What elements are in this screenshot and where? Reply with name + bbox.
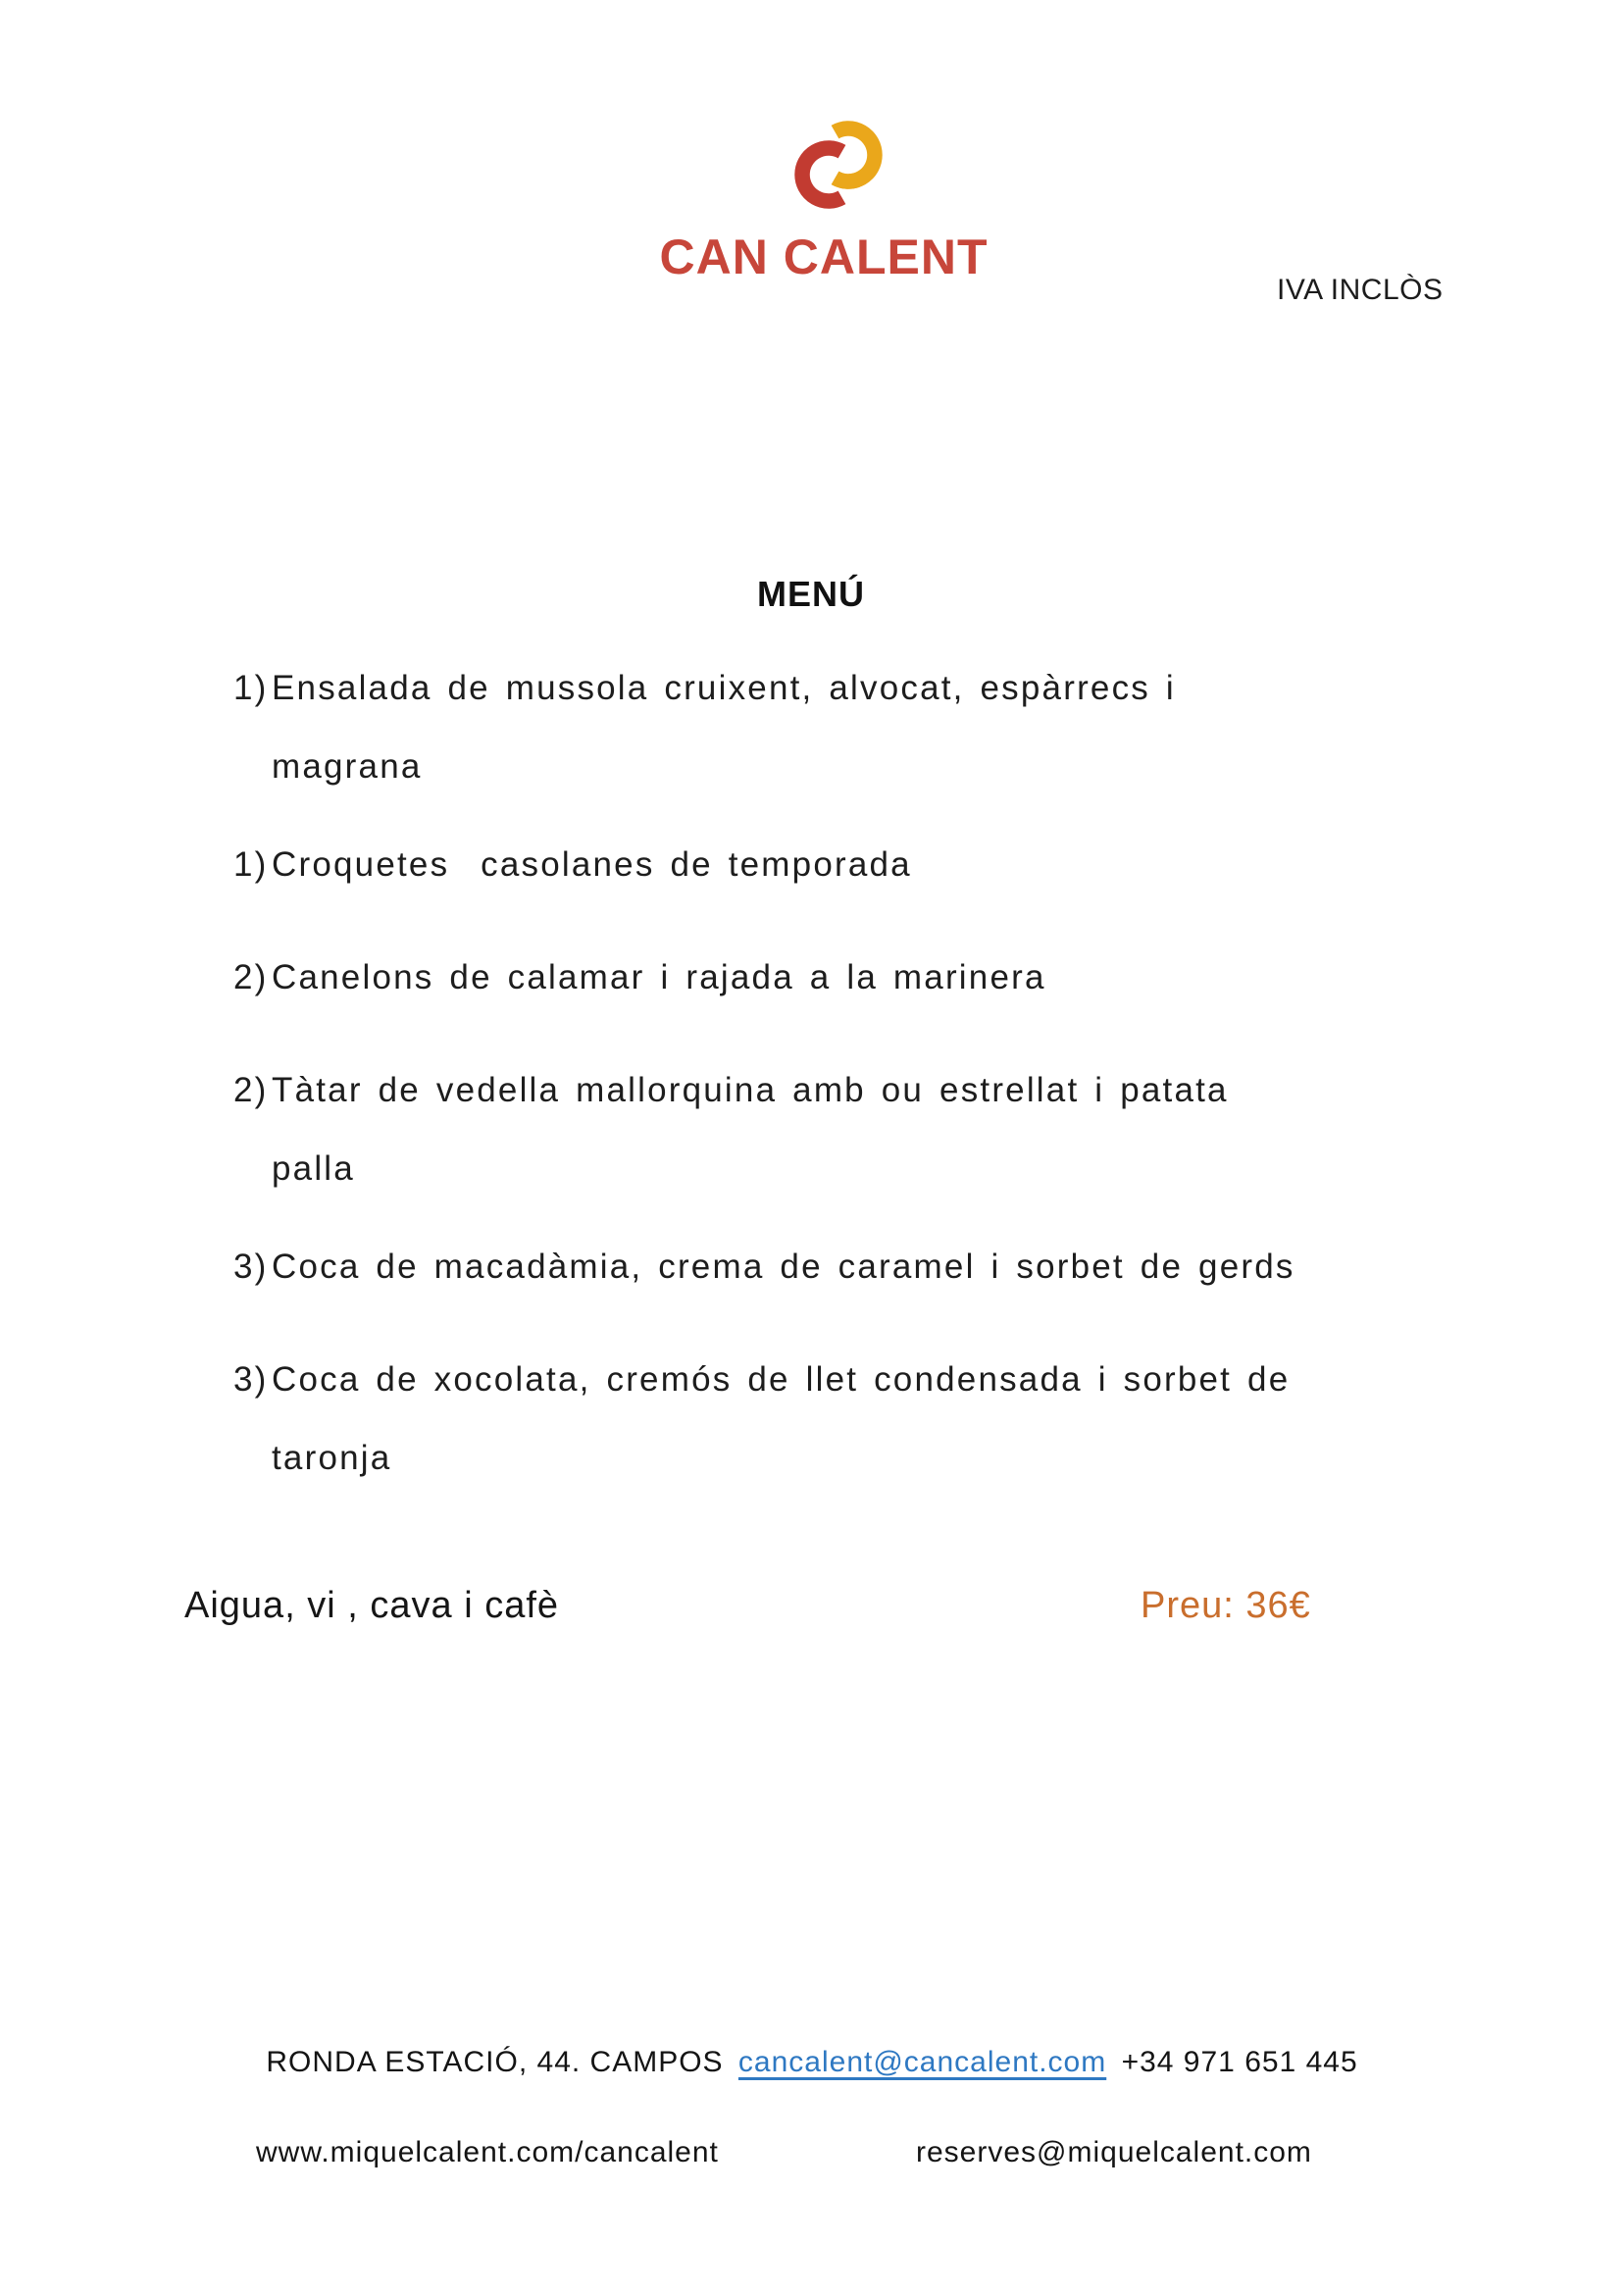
menu-item-number: 2) xyxy=(233,1071,269,1109)
menu-item-number: 2) xyxy=(233,958,269,996)
menu-item-text xyxy=(272,1051,1477,1208)
drinks-note: Aigua, vi , cava i cafè xyxy=(184,1585,560,1626)
menu-item-text xyxy=(272,826,1477,904)
menu-item xyxy=(233,649,1477,806)
footer-contact-line xyxy=(0,2046,1624,2079)
menu-item-line: Canelons de calamar i rajada a la marinera xyxy=(272,958,1046,996)
menu-item-text xyxy=(272,1228,1477,1306)
menu-item-line: Coca de xocolata, cremós de llet condensada i sorbet de xyxy=(272,1360,1291,1399)
menu-item-text xyxy=(272,649,1477,806)
menu-item-text xyxy=(272,1341,1477,1498)
menu-item-line: Tàtar de vedella mallorquina amb ou estrellat i patata xyxy=(272,1071,1229,1109)
menu-item-line: Croquetes casolanes de temporada xyxy=(272,845,912,884)
brand-title: CAN CALENT xyxy=(659,229,989,284)
iva-included-note: IVA INCLÒS xyxy=(1277,274,1444,306)
menu-item-line: palla xyxy=(272,1149,355,1188)
footer-email-link[interactable]: cancalent@cancalent.com xyxy=(737,2046,1107,2078)
price-label: Preu: 36€ xyxy=(1141,1585,1311,1626)
can-calent-logo-icon xyxy=(789,114,888,216)
menu-item xyxy=(233,1051,1477,1208)
footer-website: www.miquelcalent.com/cancalent xyxy=(256,2136,719,2168)
footer-phone: +34 971 651 445 xyxy=(1121,2046,1358,2078)
menu-item-line: magrana xyxy=(272,747,423,786)
menu-item-line: Coca de macadàmia, crema de caramel i sorbet de gerds xyxy=(272,1248,1295,1286)
menu-item-text xyxy=(272,939,1477,1017)
menu-item-line: Ensalada de mussola cruixent, alvocat, espàrrecs i xyxy=(272,669,1176,707)
menu-item xyxy=(233,1228,1477,1306)
menu-item-number: 1) xyxy=(233,669,269,707)
menu-title: MENÚ xyxy=(757,574,865,614)
menu-item xyxy=(233,826,1477,904)
footer-address: RONDA ESTACIÓ, 44. CAMPOS xyxy=(266,2046,724,2078)
menu-item-line: taronja xyxy=(272,1439,392,1477)
menu-item xyxy=(233,939,1477,1017)
menu-item xyxy=(233,1341,1477,1498)
menu-item-number: 1) xyxy=(233,845,269,884)
menu-item-number: 3) xyxy=(233,1248,269,1286)
footer-reservations-email: reserves@miquelcalent.com xyxy=(916,2136,1312,2168)
menu-item-number: 3) xyxy=(233,1360,269,1399)
